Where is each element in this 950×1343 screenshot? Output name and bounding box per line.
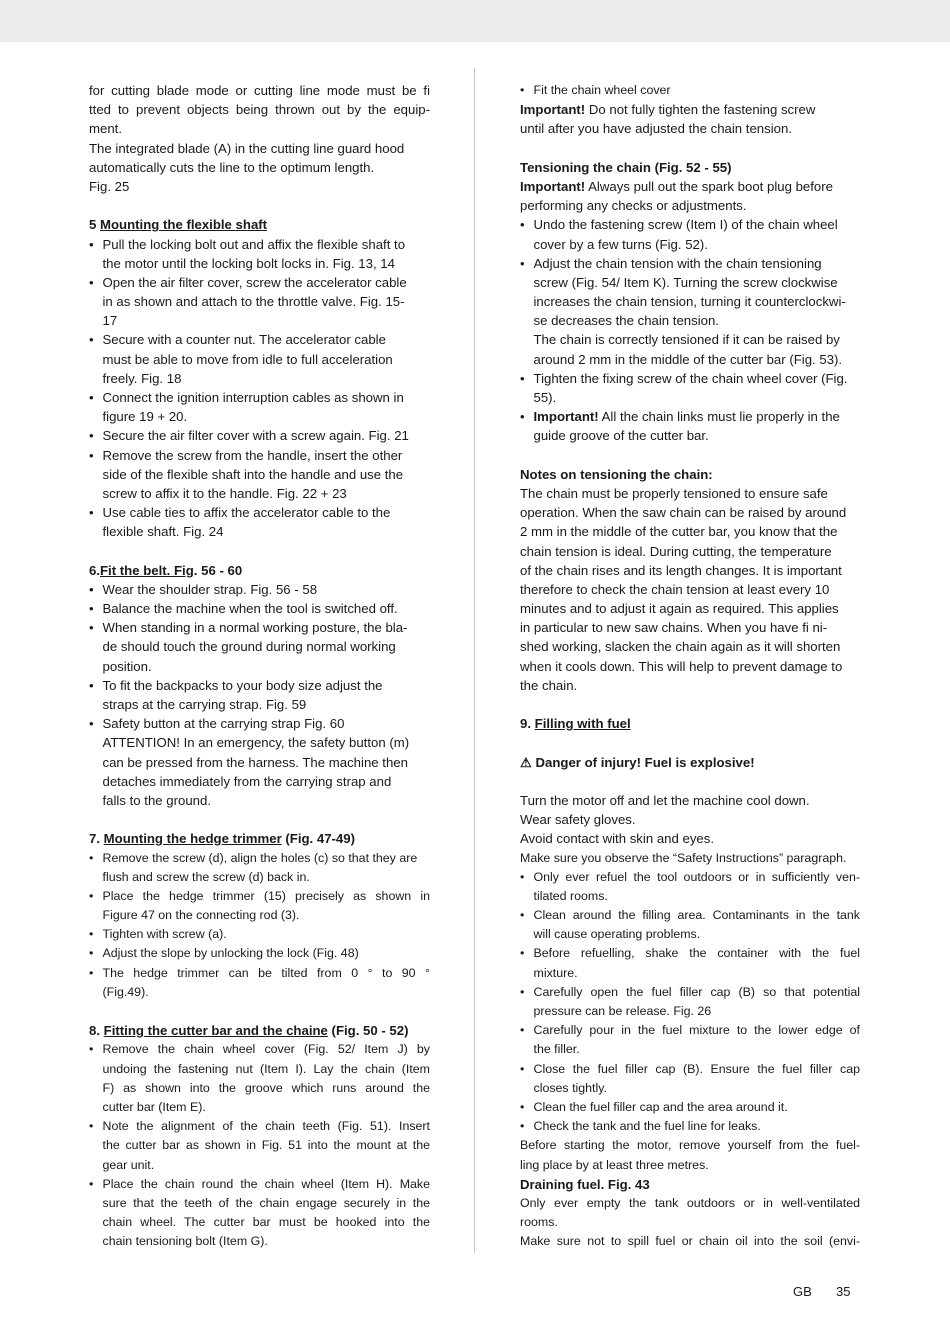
text-line: falls to the ground. — [102, 792, 212, 808]
text-line: the filler. — [533, 1042, 580, 1057]
text-line: in as shown and attach to the throttle valve. Fig. 15- — [102, 294, 405, 310]
text-line: mixture. — [533, 965, 578, 980]
list-item: • Remove the chain wheel cover (Fig. 52/ Item J) by — [89, 1040, 430, 1059]
section-heading-5: 5 Mounting the flexible shaft — [89, 217, 268, 233]
text-line: undoing the fastening nut (Item I). Lay the chain (Item — [102, 1061, 430, 1076]
text-line: of the chain rises and its length changes. It is important — [520, 562, 842, 578]
text-line: the cutter bar as shown in Fig. 51 into the mount at the — [102, 1138, 430, 1153]
text-line: operation. When the saw chain can be raised by around — [520, 505, 847, 521]
text-line: Fig. 25 — [89, 178, 130, 194]
list-item: • Balance the machine when the tool is switched off. — [89, 599, 430, 618]
list-item: • Clean around the filling area. Contaminants in the tank — [520, 906, 860, 925]
page-number: 35 — [836, 1284, 851, 1299]
text-line: screw (Fig. 54/ Item K). Turning the screw clockwise — [533, 274, 838, 290]
section-heading-6: 6.Fit the belt. Fig. 56 - 60 — [89, 562, 243, 578]
text-line: Wear safety gloves. — [520, 812, 636, 828]
danger-warning: ⚠ Danger of injury! Fuel is explosive! — [520, 754, 755, 770]
text-line: The chain must be properly tensioned to ensure safe — [520, 485, 828, 501]
warning-triangle-icon: ⚠ — [520, 754, 532, 770]
list-item: • Secure the air filter cover with a screw again. Fig. 21 — [89, 426, 430, 445]
text-line: gear unit. — [102, 1157, 155, 1172]
top-bar — [0, 0, 950, 42]
list-item: • Pull the locking bolt out and affix the flexible shaft to — [89, 235, 430, 254]
list-item: • Before refuelling, shake the container with the fuel — [520, 944, 860, 963]
list-item: • Secure with a counter nut. The accelerator cable — [89, 330, 430, 349]
list-item: • Connect the ignition interruption cables as shown in — [89, 388, 430, 407]
text-line: position. — [102, 658, 152, 674]
section-heading-7: 7. Mounting the hedge trimmer (Fig. 47-49) — [89, 831, 355, 847]
list-item: • Undo the fastening screw (Item I) of the chain wheel — [520, 215, 860, 234]
list-item: • Only ever refuel the tool outdoors or in sufficiently ven- — [520, 868, 860, 887]
text-line: when it cools down. This will help to prevent damage to — [520, 658, 843, 674]
list-item: • Clean the fuel filler cap and the area around it. — [520, 1098, 860, 1117]
text-line: flexible shaft. Fig. 24 — [102, 524, 224, 540]
text-line: ling place by at least three metres. — [520, 1157, 709, 1172]
draining-heading: Draining fuel. Fig. 43 — [520, 1176, 650, 1192]
text-line: rooms. — [520, 1215, 558, 1230]
section-heading-9: 9. Filling with fuel — [520, 716, 631, 732]
text-line: in particular to new saw chains. When you have fi ni- — [520, 620, 828, 636]
text-line: performing any checks or adjustments. — [520, 198, 747, 214]
text-line: (Fig.49). — [102, 984, 149, 999]
text-line: detaches immediately from the carrying strap and — [102, 773, 392, 789]
text-line: de should touch the ground during normal working — [102, 639, 396, 655]
text-line: closes tightly. — [533, 1080, 607, 1095]
list-item: • Remove the screw (d), align the holes (c) so that they are — [89, 849, 430, 868]
list-item: • Adjust the slope by unlocking the lock (Fig. 48) — [89, 944, 430, 963]
text-line: Make sure not to spill fuel or chain oil into the soil (envi- — [520, 1234, 860, 1249]
list-item: • Close the fuel filler cap (B). Ensure the fuel filler cap — [520, 1060, 860, 1079]
text-line: freely. Fig. 18 — [102, 370, 182, 386]
list-item: • Use cable ties to affix the accelerator cable to the — [89, 503, 430, 522]
list-item: • Carefully pour in the fuel mixture to the lower edge of — [520, 1021, 860, 1040]
text-line: screw to affix it to the handle. Fig. 22 + 23 — [102, 485, 347, 501]
text-line: 17 — [102, 313, 118, 329]
section-heading-8: 8. Fitting the cutter bar and the chaine (Fig. 50 - 52) — [89, 1023, 409, 1039]
text-line: straps at the carrying strap. Fig. 59 — [102, 697, 307, 712]
text-line: se decreases the chain tension. — [533, 313, 719, 329]
text-line: shed working, slacken the chain again as it will shorten — [520, 639, 841, 655]
text-line: Make sure you observe the “Safety Instructions” paragraph. — [520, 850, 847, 865]
right-column — [520, 81, 860, 1251]
footer-language: GB — [793, 1284, 812, 1299]
notes-heading: Notes on tensioning the chain: — [520, 466, 713, 482]
text-line: Turn the motor off and let the machine cool down. — [520, 792, 810, 808]
list-item: • Fit the chain wheel cover — [520, 81, 860, 100]
text-line: must be able to move from idle to full acceleration — [102, 351, 393, 367]
text-line: 55). — [533, 390, 557, 405]
text-line: flush and screw the screw (d) back in. — [102, 869, 310, 884]
text-line: pressure can be release. Fig. 26 — [533, 1004, 712, 1018]
list-item: • Check the tank and the fuel line for leaks. — [520, 1117, 860, 1136]
text-line: increases the chain tension, turning it counterclockwi- — [533, 294, 846, 310]
list-item: • Adjust the chain tension with the chain tensioning — [520, 254, 860, 273]
important-note: Important! Always pull out the spark boot plug before — [520, 178, 833, 194]
list-item: • Remove the screw from the handle, insert the other — [89, 446, 430, 465]
text-line: guide groove of the cutter bar. — [533, 428, 709, 444]
text-line: chain tension is ideal. During cutting, the temperature — [520, 543, 832, 559]
text-line: can be pressed from the harness. The machine then — [102, 754, 408, 770]
text-line: Figure 47 on the connecting rod (3). — [102, 908, 300, 923]
text-line: automatically cuts the line to the optimum length. — [89, 159, 375, 175]
list-item: • Tighten with screw (a). — [89, 925, 430, 944]
text-line: the motor until the locking bolt locks in. Fig. 13, 14 — [102, 255, 395, 271]
list-item: • To fit the backpacks to your body size adjust the — [89, 676, 430, 695]
text-line: the chain. — [520, 677, 578, 693]
list-item: • Wear the shoulder strap. Fig. 56 - 58 — [89, 580, 430, 599]
important-note: Important! Do not fully tighten the fastening screw — [520, 102, 816, 118]
text-line: figure 19 + 20. — [102, 409, 188, 425]
list-item: • Place the chain round the chain wheel (Item H). Make — [89, 1175, 430, 1194]
list-item: • When standing in a normal working posture, the bla- — [89, 618, 430, 637]
text-line: side of the flexible shaft into the handle and use the — [102, 466, 404, 482]
list-item: • Note the alignment of the chain teeth (Fig. 51). Insert — [89, 1117, 430, 1136]
list-item: • Place the hedge trimmer (15) precisely as shown in — [89, 887, 430, 906]
column-divider — [474, 68, 475, 1253]
text-line: ment. — [89, 121, 122, 137]
text-line: The integrated blade (A) in the cutting line guard hood — [89, 140, 405, 156]
text-line: minutes and to adjust it again as required. This applies — [520, 601, 839, 617]
text-line: Only ever empty the tank outdoors or in well-ventilated — [520, 1195, 860, 1210]
text-line: cutter bar (Item E). — [102, 1099, 206, 1114]
text-line: ATTENTION! In an emergency, the safety button (m) — [102, 735, 410, 751]
text-line: F) as shown into the groove which runs around the — [102, 1080, 430, 1095]
text-line: tted to prevent objects being thrown out by the equip- — [89, 102, 430, 118]
list-item: • Important! All the chain links must lie properly in the — [520, 407, 860, 426]
list-item: • Carefully open the fuel filler cap (B) so that potential — [520, 983, 860, 1002]
text-line: for cutting blade mode or cutting line mode must be fi — [89, 83, 430, 98]
text-line: sure that the teeth of the chain engage securely in the — [102, 1195, 430, 1210]
text-line: 2 mm in the middle of the cutter bar, you know that the — [520, 524, 838, 540]
left-column — [89, 81, 430, 1251]
text-line: therefore to check the chain tension at least every 10 — [520, 581, 830, 597]
text-line: around 2 mm in the middle of the cutter bar (Fig. 53). — [533, 351, 843, 367]
text-line: chain tensioning bolt (Item G). — [102, 1234, 268, 1249]
text-line: The chain is correctly tensioned if it can be raised by — [533, 332, 840, 348]
text-line: Avoid contact with skin and eyes. — [520, 831, 715, 847]
list-item: • Tighten the fixing screw of the chain wheel cover (Fig. — [520, 369, 860, 388]
text-line: chain wheel. The cutter bar must be hooked into the — [102, 1215, 430, 1230]
list-item: • The hedge trimmer can be tilted from 0 ° to 90 ° — [89, 964, 430, 983]
text-line: Before starting the motor, remove yourself from the fuel- — [520, 1138, 860, 1153]
text-line: will cause operating problems. — [533, 927, 701, 942]
list-item: • Open the air filter cover, screw the accelerator cable — [89, 273, 430, 292]
text-line: cover by a few turns (Fig. 52). — [533, 236, 708, 252]
tensioning-heading: Tensioning the chain (Fig. 52 - 55) — [520, 159, 732, 175]
text-line: until after you have adjusted the chain tension. — [520, 121, 792, 137]
list-item: • Safety button at the carrying strap Fig. 60 — [89, 714, 430, 733]
text-line: tilated rooms. — [533, 888, 608, 903]
